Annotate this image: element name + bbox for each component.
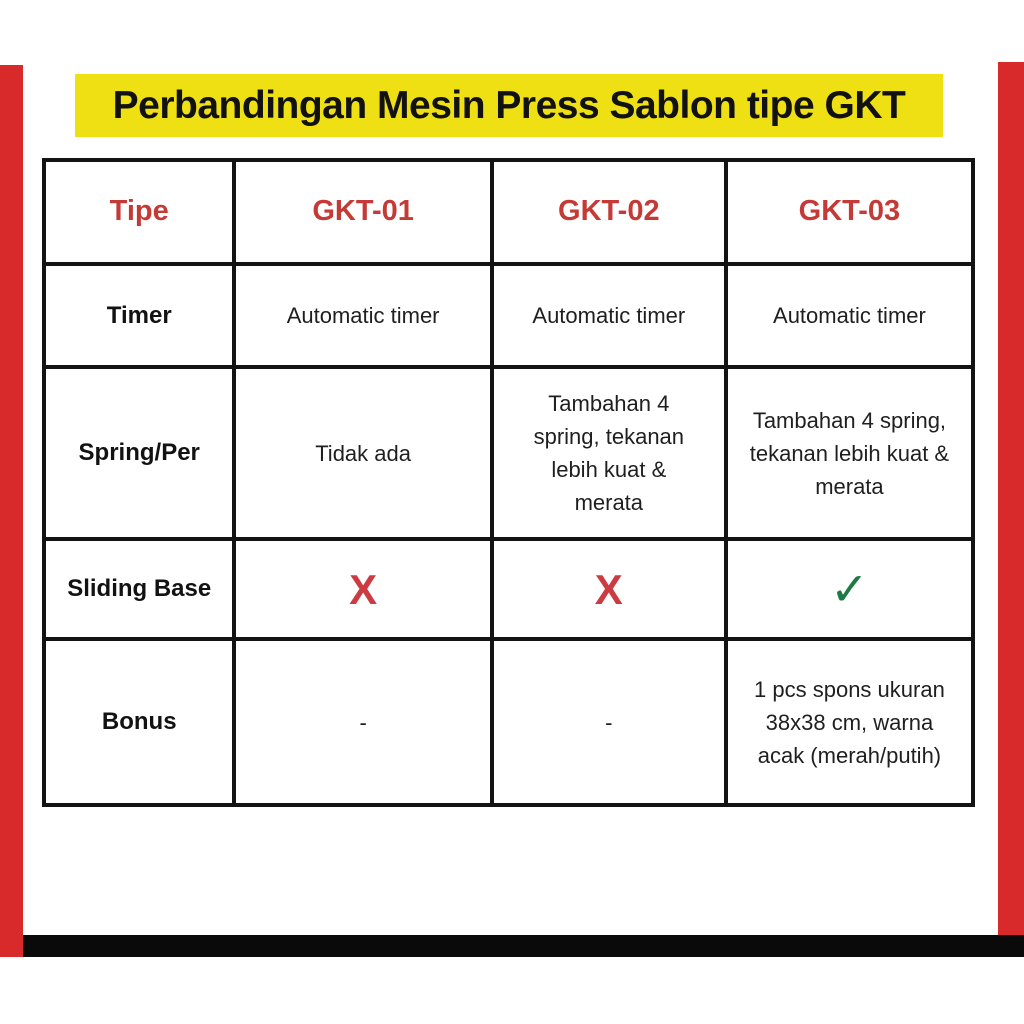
- cell-spring-gkt-02: Tambahan 4 spring, tekanan lebih kuat & merata: [492, 367, 726, 539]
- left-red-bar: [0, 65, 23, 957]
- cell-spring-gkt-01: Tidak ada: [234, 367, 491, 539]
- column-header-gkt-01: GKT-01: [234, 160, 491, 264]
- cell-bonus-gkt-02: -: [492, 639, 726, 805]
- cell-bonus-gkt-01: -: [234, 639, 491, 805]
- table-row-bonus: [44, 639, 973, 805]
- cell-sliding-gkt-01: [234, 539, 491, 639]
- row-label-timer: Timer: [44, 264, 234, 367]
- row-label-bonus: Bonus: [44, 639, 234, 805]
- row-label-spring: Spring/Per: [44, 367, 234, 539]
- cell-sliding-gkt-02: [492, 539, 726, 639]
- right-red-bar: [998, 62, 1024, 935]
- cell-bonus-gkt-03: 1 pcs spons ukuran 38x38 cm, warna acak (merah/putih): [726, 639, 973, 805]
- bottom-black-bar: [23, 935, 1024, 957]
- table-row-timer: [44, 264, 973, 367]
- check-mark-icon: ✓: [830, 562, 869, 615]
- page-title-text: Perbandingan Mesin Press Sablon tipe GKT: [112, 83, 906, 127]
- comparison-table: [42, 158, 975, 807]
- cell-timer-gkt-01: Automatic timer: [234, 264, 491, 367]
- row-label-sliding-base: Sliding Base: [44, 539, 234, 639]
- cell-spring-gkt-03: Tambahan 4 spring, tekanan lebih kuat & merata: [726, 367, 973, 539]
- column-header-tipe: Tipe: [44, 160, 234, 264]
- column-header-gkt-03: GKT-03: [726, 160, 973, 264]
- cell-timer-gkt-02: Automatic timer: [492, 264, 726, 367]
- cross-mark: X: [594, 565, 623, 613]
- page-title: [75, 74, 943, 137]
- table-header-row: [44, 160, 973, 264]
- cell-timer-gkt-03: Automatic timer: [726, 264, 973, 367]
- cell-sliding-gkt-03: [726, 539, 973, 639]
- column-header-gkt-02: GKT-02: [492, 160, 726, 264]
- cross-mark: X: [349, 565, 378, 613]
- table-row-spring: [44, 367, 973, 539]
- table-row-sliding-base: [44, 539, 973, 639]
